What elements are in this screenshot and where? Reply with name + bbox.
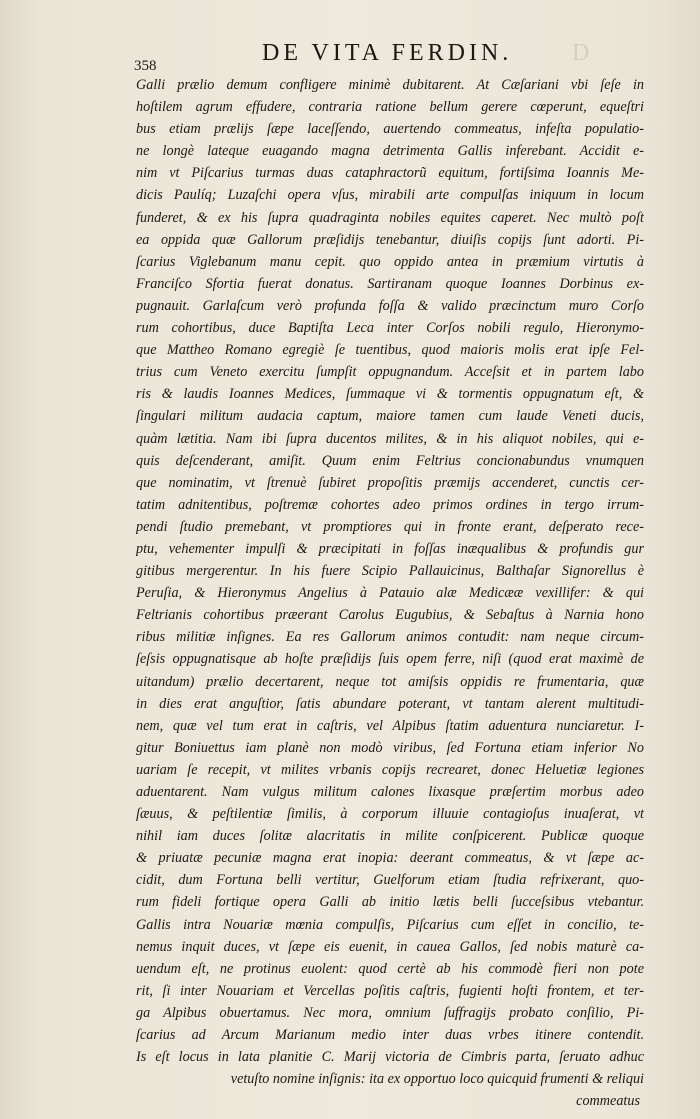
text-line: rum fideli fortique opera Galli ab initio lætis belli ſucceſsibus vtebantur.	[136, 894, 644, 911]
text-line: Franciſco Sfortia fuerat donatus. Sartiranam quoque Ioannes Dorbinus ex-	[136, 275, 644, 292]
text-line: ribus militiæ inſignes. Ea res Gallorum animos contudit: nam neque circum-	[136, 629, 644, 646]
text-line: quàm lætitia. Nam ibi ſupra ducentos milites, & in his aliquot nobiles, qui e-	[136, 430, 644, 447]
text-line: pugnauit. Garlaſcum verò profunda foſſa & valido præcinctum muro Corſo	[136, 297, 644, 314]
text-line: que nominatim, vt ſtrenuè ſubiret propoſitis præmijs accenderet, cunctis cer-	[136, 474, 644, 491]
text-line: Feltrianis cohortibus præerant Carolus Eugubius, & Sebaſtus à Narnia hono	[136, 607, 644, 624]
text-line: Peruſia, & Hieronymus Angelius à Patauio alæ Medicææ vexillifer: & qui	[136, 585, 644, 602]
text-line: Is eſt locus in lata planitie C. Marij victoria de Cimbris parta, ſeruato adhuc	[136, 1049, 644, 1066]
text-line: ſingulari militum audacia captum, maiore tamen cum laude Veneti ducis,	[136, 408, 644, 425]
text-line: ſcarius ad Arcum Marianum medio inter duas vrbes itinere contendit.	[136, 1027, 644, 1044]
text-line: rum cohortibus, duce Baptiſta Leca inter Corſos nobili regulo, Hieronymo-	[136, 320, 644, 337]
text-line: que Mattheo Romano egregiè ſe tuentibus, quod maioris molis erat ipſe Fel-	[136, 342, 644, 359]
text-line: rit, ſi inter Nouariam et Vercellas poſitis caſtris, fugienti hoſti frontem, et ter-	[136, 982, 644, 999]
text-line: nem, quæ vel tum erat in caſtris, vel Alpibus ſtatim aduentura nunciaretur. I-	[136, 717, 644, 734]
text-line: ptu, vehementer impulſi & præcipitati in foſſas inæqualibus & profundis gur	[136, 540, 644, 557]
text-line: uendum eſt, ne protinus euolent: quod certè ab his commodè fieri non pote	[136, 960, 644, 977]
text-line: uariam ſe recepit, vt milites vrbanis copijs recrearet, donec Heluetiæ legiones	[136, 761, 644, 778]
text-line: tatim adnitentibus, poſtremæ cohortes adeo primos ordines in tergo irrum-	[136, 496, 644, 513]
text-line: ne longè lateque euagando magna detrimenta Gallis inferebant. Accidit e-	[136, 143, 644, 160]
text-line: vetuſto nomine inſignis: ita ex opportuo loco quicquid frumenti & reliqui	[230, 1071, 644, 1088]
text-line: ſcarius Viglebanum manu cepit. quo oppido antea in præmium virtutis à	[136, 253, 644, 270]
catchword: commeatus	[576, 1093, 640, 1110]
text-line: trius cum Veneto exercitu ſumpſit oppugnandum. Acceſsit et in partem labo	[136, 364, 644, 381]
text-line: Gallis intra Nouariæ mœnia compulſis, Piſcarius cum eſſet in concilio, te-	[136, 916, 644, 933]
text-line: ſeſsis oppugnatisque ab hoſte præſidijs ſuis opem ferre, niſi (quod erat maximè de	[136, 651, 644, 668]
text-line: uitandum) prælio decertarent, neque tot amiſsis oppidis re frumentaria, quæ	[136, 673, 644, 690]
text-line: nim vt Piſcarius turmas duas cataphractorũ equitum, fortiſsima Ioannis Me-	[136, 165, 644, 182]
text-line: Galli prælio demum confligere minimè dubitarent. At Cæſariani vbi ſeſe in	[136, 77, 644, 93]
text-line: ris & laudis Ioannes Medices, ſummaque vi & tormentis oppugnatum eſt, &	[136, 386, 644, 403]
text-line: cidit, dum Fortuna belli vertitur, Guelforum etiam ſtudia refrixerant, quo-	[136, 872, 644, 889]
text-line: in dies erat anguſtior, ſatis abundare poterant, vt tantam alerent multitudi-	[136, 695, 644, 712]
text-line: & priuatæ pecuniæ magna erat inopia: deerant commeatus, & vt ſæpe ac-	[136, 850, 644, 867]
text-line: nemus inquit duces, vt ſæpe eis euenit, in cauea Gallos, ſed nobis maturè ca-	[136, 938, 644, 955]
running-head	[0, 34, 700, 74]
text-line: pendi ſtudio premebant, vt promptiores qui in fronte erant, deſperato rece-	[136, 518, 644, 535]
page-number: 358	[134, 58, 157, 74]
text-line: ea oppida quæ Gallorum præſidijs tenebantur, diuiſis copijs ſunt adorti. Pi-	[136, 231, 644, 248]
text-line: gitur Boniuettus iam planè non modò viribus, ſed Fortuna etiam inferior No	[136, 739, 644, 756]
text-line: ſæuus, & peſtilentiæ ſimilis, à corporum illuuie contagioſus inuaſerat, vt	[136, 806, 644, 823]
text-line: hoſtilem agrum effudere, contraria ratione bellum gerere cœperunt, equeſtri	[136, 99, 644, 116]
text-line: quis deſcenderant, amiſit. Quum enim Feltrius concionabundus vnumquen	[136, 452, 644, 469]
text-line: ga Alpibus obuertamus. Nec mora, omnium ſuffragijs probato conſilio, Pi-	[136, 1004, 644, 1021]
text-line: dicis Paulíq; Luzaſchi opera vſus, mirabili arte compulſas iniquum in locum	[136, 187, 644, 204]
text-line: gitibus mergerentur. In his fuere Scipio Pallauicinus, Balthaſar Signorellus è	[136, 563, 644, 580]
text-line: nihil iam duces ſolitæ alacritatis in milite conſpicerent. Publicæ quoque	[136, 828, 644, 845]
show-through-letter: D	[572, 40, 590, 66]
text-line: funderet, & ex his ſupra quadraginta nobiles equites caperet. Nec multò poſt	[136, 209, 644, 226]
text-line: bus etiam prælijs ſæpe laceſſendo, auertendo commeatus, infeſta populatio-	[136, 121, 644, 138]
body-text	[136, 74, 644, 1112]
text-line: aduentarent. Nam vulgus militum calones lixasque præſertim morbus adeo	[136, 784, 644, 800]
running-title: DE VITA FERDIN.	[262, 40, 513, 66]
